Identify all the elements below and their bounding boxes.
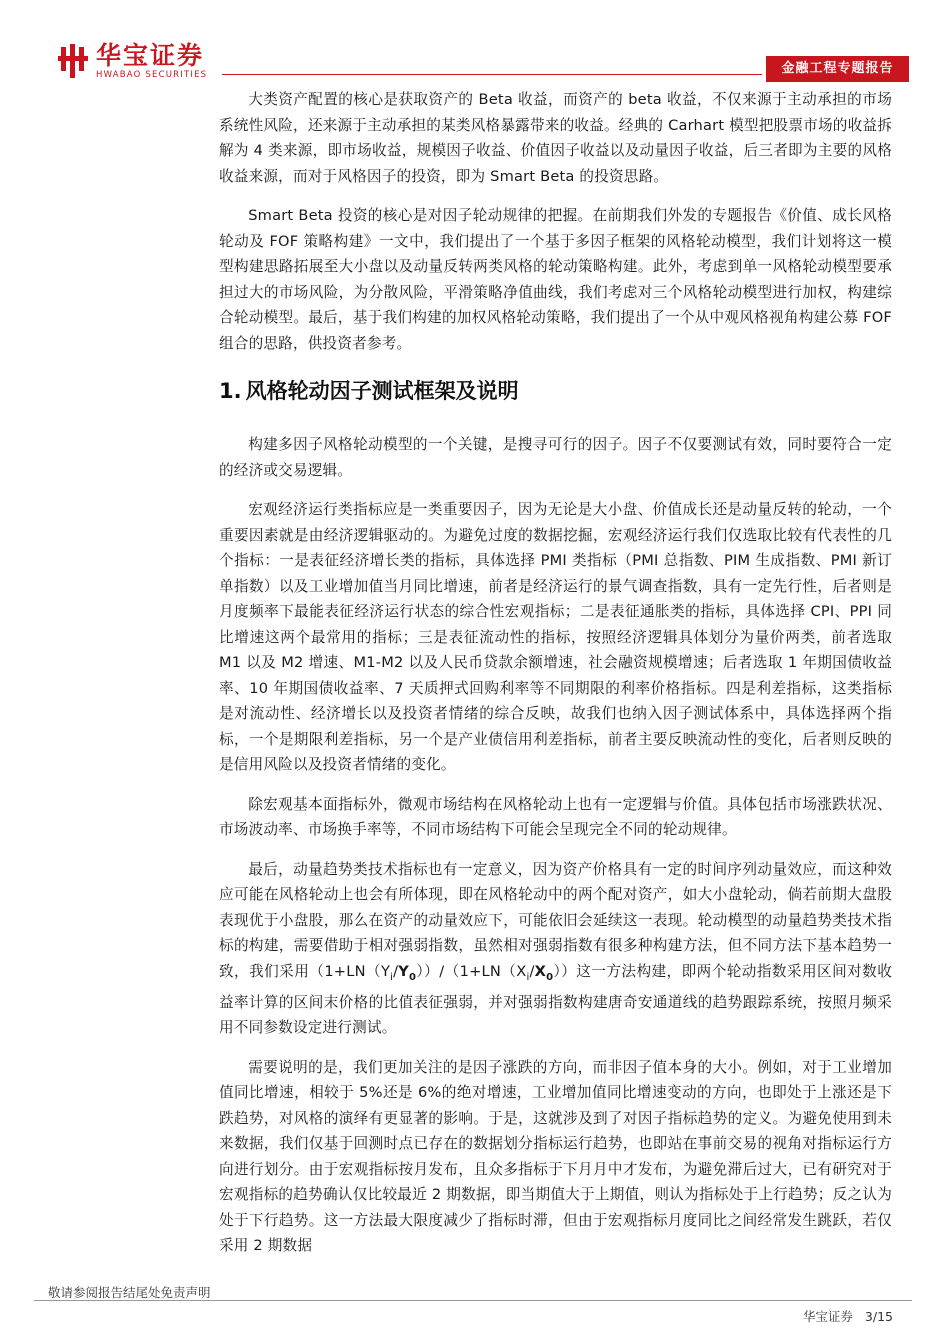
report-type-badge: 金融工程专题报告 (766, 56, 909, 82)
logo-name-en: HWABAO SECURITIES (96, 70, 208, 80)
logo-name-cn: 华宝证券 (96, 41, 205, 70)
footer-page-info (791, 1307, 893, 1325)
body-paragraph-3: 除宏观基本面指标外，微观市场结构在风格轮动上也有一定逻辑与价值。具体包括市场涨跌状况、市场波动率、市场换手率等，不同市场结构下可能会呈现完全不同的轮动规律。 (219, 795, 892, 838)
section-heading (219, 376, 892, 406)
paragraph-4-text-after: 这一方法构建，即两个轮动指数采用区间对数收益率计算的区间末价格的比值表征强弱，并对强弱指数构建唐奇安通道线的趋势跟踪系统，按照月频采用不同参数设定进行测试。 (219, 962, 893, 1037)
report-body (219, 87, 892, 1273)
body-paragraph-5: 需要说明的是，我们更加关注的是因子涨跌的方向，而非因子值本身的大小。例如，对于工业增加值同比增速，相较于 5%还是 6%的绝对增速，工业增加值同比增速变动的方向，也即处于上涨还是下跌趋势，对风格的演绎有更显著的影响。于是，这就涉及到了对因子指标趋势的定义。为避免使用到未来数据，我们仅基于回测时点已存在的数据划分指标运行趋势，也即站在事前交易的视角对指标运行方向进行划分。由于宏观指标按月发布，且众多指标于下月月中才发布，为避免滞后过大，已有研究对于宏观指标的趋势确认仅比较最近 2 期数据，即当期值大于上期值，则认为指标处于上行趋势；反之认为处于下行趋势。这一方法最大限度减少了指标时滞，但由于宏观指标月度同比之间经常发生跳跃，若仅采用 2 期数据 (219, 1058, 892, 1255)
intro-paragraph-1: 大类资产配置的核心是获取资产的 Beta 收益，而资产的 beta 收益，不仅来源于主动承担的市场系统性风险，还来源于主动承担的某类风格暴露带来的收益。经典的 Carhart 模型把股票市场的收益拆解为 4 类来源，即市场收益，规模因子收益、价值因子收益以及动量因子收益，后三者即为主要的风格收益来源，而对于风格因子的投资，即为 Smart Beta 的投资思路。 (219, 91, 892, 185)
footer-company: 华宝证券 (802, 1309, 853, 1324)
body-paragraph-4 (219, 857, 892, 1041)
company-logo (58, 42, 278, 84)
header-divider (222, 74, 762, 75)
section-number: 1. (219, 379, 242, 403)
logo-mark-icon (58, 44, 88, 78)
footer-disclaimer: 敬请参阅报告结尾处免责声明 (48, 1285, 211, 1300)
footer-divider (34, 1300, 912, 1301)
body-paragraph-1: 构建多因子风格轮动模型的一个关键，是搜寻可行的因子。因子不仅要测试有效，同时要符合一定的经济或交易逻辑。 (219, 436, 892, 479)
page-number: 3/15 (864, 1309, 893, 1324)
page-header (0, 0, 950, 96)
intro-paragraph-2: Smart Beta 投资的核心是对因子轮动规律的把握。在前期我们外发的专题报告《价值、成长风格轮动及 FOF 策略构建》一文中，我们提出了一个基于多因子框架的风格轮动模型，我们计划将这一模型构建思路拓展至大小盘以及动量反转两类风格的轮动策略构建。此外，考虑到单一风格轮动模型要承担过大的市场风险，为分散风险，平滑策略净值曲线，我们考虑对三个风格轮动模型进行加权，构建综合轮动模型。最后，基于我们构建的加权风格轮动策略，我们提出了一个从中观风格视角构建公募 FOF 组合的思路，供投资者参考。 (219, 207, 892, 352)
relative-strength-formula: $(1+LN(Y_i/Y_0))/(1+LN(X_i/X_0))$ (309, 962, 577, 983)
paragraph-4-text-before: 最后，动量趋势类技术指标也有一定意义，因为资产价格具有一定的时间序列动量效应，而这种效应可能在风格轮动上也会有所体现，即在风格轮动中的两个配对资产，如大小盘轮动，倘若前期大盘股表现优于小盘股，那么在资产的动量效应下，可能依旧会延续这一表现。轮动模型的动量趋势类技术指标的构建，需要借助于相对强弱指数，虽然相对强弱指数有很多种构建方法，但不同方法下基本趋势一致，我们采用 (219, 860, 892, 980)
section-title: 风格轮动因子测试框架及说明 (245, 379, 519, 403)
body-paragraph-2: 宏观经济运行类指标应是一类重要因子，因为无论是大小盘、价值成长还是动量反转的轮动，一个重要因素就是由经济逻辑驱动的。为避免过度的数据挖掘，宏观经济运行我们仅选取比较有代表性的几个指标：一是表征经济增长类的指标，具体选择 PMI 类指标（PMI 总指数、PIM 生成指数、PMI 新订单指数）以及工业增加值当月同比增速，前者是经济运行的景气调查指数，具有一定先行性，后者则是月度频率下最能表征经济运行状态的综合性宏观指标；二是表征通胀类的指标，具体选择 CPI、PPI 同比增速这两个最常用的指标；三是表征流动性的指标，按照经济逻辑具体划分为量价两类，前者选取 M1 以及 M2 增速、M1-M2 以及人民币贷款余额增速，社会融资规模增速；后者选取 1 年期国债收益率、10 年期国债收益率、7 天质押式回购利率等不同期限的利率价格指标。四是利差指标，这类指标是对流动性、经济增长以及投资者情绪的综合反映，故我们也纳入因子测试体系中，具体选择两个指标，一个是期限利差指标，另一个是产业债信用利差指标，前者主要反映流动性的变化，后者则反映的是信用风险以及投资者情绪的变化。 (219, 501, 892, 773)
